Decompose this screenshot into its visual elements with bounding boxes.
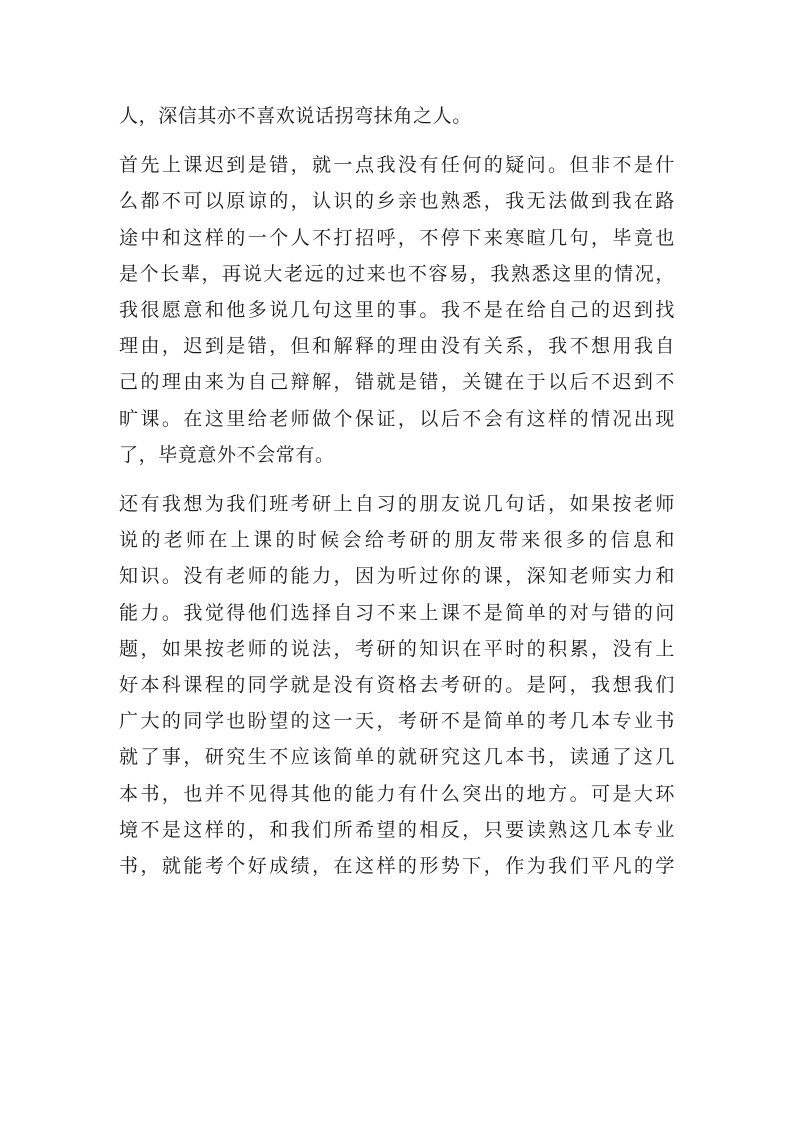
text-line: 就了事，研究生不应该简单的就研究这几本书，读通了这几 xyxy=(119,746,675,769)
paragraph-3 xyxy=(119,486,675,884)
text-line: 知识。没有老师的能力，因为听过你的课，深知老师实力和 xyxy=(119,565,675,588)
paragraph-1 xyxy=(119,98,675,134)
text-line: 题，如果按老师的说法，考研的知识在平时的积累，没有上 xyxy=(119,637,675,660)
text-line: 是个长辈，再说大老远的过来也不容易，我熟悉这里的情况， xyxy=(119,262,675,285)
text-line: 本书，也并不见得其他的能力有什么突出的地方。可是大环 xyxy=(119,782,675,805)
text-line: 说的老师在上课的时候会给考研的朋友带来很多的信息和 xyxy=(119,529,675,552)
text-line: 能力。我觉得他们选择自习不来上课不是简单的对与错的问 xyxy=(119,601,675,624)
text-line: 我很愿意和他多说几句这里的事。我不是在给自己的迟到找 xyxy=(119,299,675,322)
paragraph-2 xyxy=(119,147,675,473)
text-line: 境不是这样的，和我们所希望的相反，只要读熟这几本专业 xyxy=(119,818,675,841)
text-line: 还有我想为我们班考研上自习的朋友说几句话，如果按老师 xyxy=(119,493,675,516)
text-line: 首先上课迟到是错，就一点我没有任何的疑问。但非不是什 xyxy=(119,154,675,177)
text-line: 旷课。在这里给老师做个保证，以后不会有这样的情况出现 xyxy=(119,407,675,430)
text-line: 广大的同学也盼望的这一天，考研不是简单的考几本专业书 xyxy=(119,710,675,733)
text-line: 途中和这样的一个人不打招呼，不停下来寒暄几句，毕竟也 xyxy=(119,226,675,249)
document-body xyxy=(119,98,675,897)
text-line: 理由，迟到是错，但和解释的理由没有关系，我不想用我自 xyxy=(119,335,675,358)
text-line: 书，就能考个好成绩，在这样的形势下，作为我们平凡的学 xyxy=(119,855,675,878)
text-line: 己的理由来为自己辩解，错就是错，关键在于以后不迟到不 xyxy=(119,371,675,394)
text-line: 好本科课程的同学就是没有资格去考研的。是阿，我想我们 xyxy=(119,674,675,697)
text-line: 了，毕竟意外不会常有。 xyxy=(119,443,335,466)
text-line: 人，深信其亦不喜欢说话拐弯抹角之人。 xyxy=(119,105,472,127)
text-line: 么都不可以原谅的，认识的乡亲也熟悉，我无法做到我在路 xyxy=(119,190,675,213)
